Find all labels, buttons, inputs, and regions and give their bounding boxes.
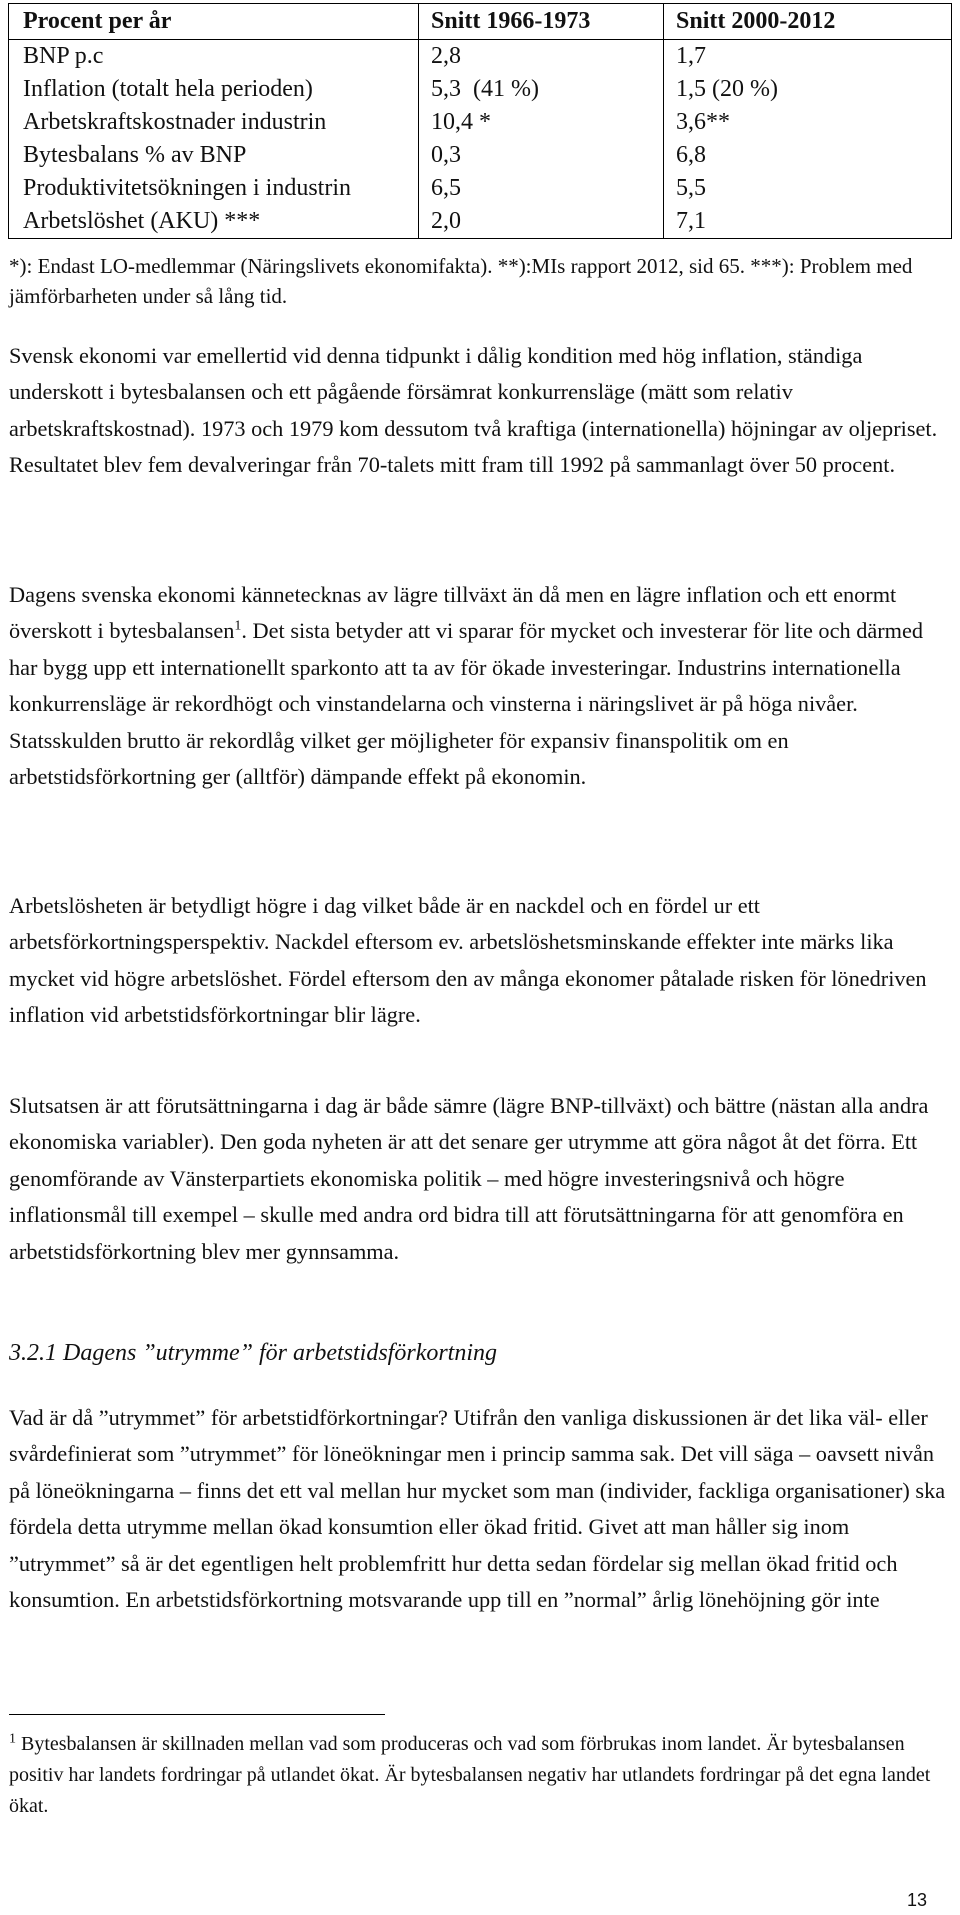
table-cell: 2,0 (419, 205, 664, 239)
table-row (9, 205, 952, 239)
table-cell: Bytesbalans % av BNP (9, 139, 419, 172)
section-heading: 3.2.1 Dagens ”utrymme” för arbetstidsförkortning (9, 1340, 498, 1366)
footnote-number: 1 (9, 1731, 16, 1747)
page-number: 13 (907, 1890, 928, 1910)
footnote-reference: 1 (234, 618, 242, 634)
table-header-cell: Procent per år (9, 4, 419, 40)
footnote-divider (9, 1714, 385, 1715)
table-cell: Inflation (totalt hela perioden) (9, 73, 419, 106)
paragraph-text: Dagens svenska ekonomi kännetecknas av lägre tillväxt än då men en lägre inflation och ett enormt överskott i bytesbalansen (9, 582, 897, 644)
table-cell: 10,4 * (419, 106, 664, 139)
table-header-cell: Snitt 2000-2012 (664, 4, 952, 40)
table-cell: 0,3 (419, 139, 664, 172)
table-cell: 3,6** (664, 106, 952, 139)
table-row (9, 73, 952, 106)
footnote-text: Bytesbalansen är skillnaden mellan vad som produceras och vad som förbrukas inom landet. Är bytesbalansen positiv har landets fordringar på utlandet ökat. Är bytesbalansen negativ har utlandets fordringar på det egna landet ökat. (9, 1733, 931, 1817)
table-cell: 6,5 (419, 172, 664, 205)
paragraph: Vad är då ”utrymmet” för arbetstidförkortningar? Utifrån den vanliga diskussionen är det lika väl- eller svårdefinierat som ”utrymmet” för löneökningar men i princip samma sak. Det vill säga – oavsett nivån på löneökningarna – finns det ett val mellan hur mycket som man (individer, fackliga organisationer) ska fördela detta utrymme mellan ökad konsumtion eller ökad fritid. Givet att man håller sig inom ”utrymmet” så är det egentligen helt problemfritt hur detta sedan fördelar sig mellan ökad fritid och konsumtion. En arbetstidsförkortning motsvarande upp till en ”normal” årlig lönehöjning gör inte (9, 1405, 946, 1613)
paragraph: Slutsatsen är att förutsättningarna i dag är både sämre (lägre BNP-tillväxt) och bättre (nästan alla andra ekonomiska variabler). Den goda nyheten är att det senare ger utrymme att göra något åt det förra. Ett genomförande av Vänsterpartiets ekonomiska politik – med högre investeringsnivå och högre inflationsmål till exempel – skulle med andra ord bidra till att förutsättningarna för att genomföra en arbetstidsförkortning blev mer gynnsamma. (9, 1093, 929, 1264)
table-row (9, 106, 952, 139)
table-cell: Arbetskraftskostnader industrin (9, 106, 419, 139)
table-cell: 2,8 (419, 40, 664, 74)
paragraph: Arbetslösheten är betydligt högre i dag vilket både är en nackdel och en fördel ur ett arbetsförkortningsperspektiv. Nackdel eftersom ev. arbetslöshetsminskande effekter inte märks lika mycket vid högre arbetslöshet. Fördel eftersom den av många ekonomer påtalade risken för lönedriven inflation vid arbetstidsförkortningar blir lägre. (9, 893, 927, 1028)
table-row (9, 40, 952, 74)
table-cell: 1,7 (664, 40, 952, 74)
table-cell: Arbetslöshet (AKU) *** (9, 205, 419, 239)
paragraph (9, 577, 953, 795)
paragraph: Svensk ekonomi var emellertid vid denna tidpunkt i dålig kondition med hög inflation, ständiga underskott i bytesbalansen och ett pågående försämrat konkurrensläge (mätt som relativ arbetskraftskostnad). 1973 och 1979 kom dessutom två kraftiga (internationella) höjningar av oljepriset. Resultatet blev fem devalveringar från 70-talets mitt fram till 1992 på sammanlagt över 50 procent. (9, 343, 938, 478)
table-cell: BNP p.c (9, 40, 419, 74)
table-header-row (9, 4, 952, 40)
table-row (9, 172, 952, 205)
table-cell: 5,5 (664, 172, 952, 205)
table-header-cell: Snitt 1966-1973 (419, 4, 664, 40)
table-cell: Produktivitetsökningen i industrin (9, 172, 419, 205)
statistics-table (8, 3, 952, 239)
table-notes: *): Endast LO-medlemmar (Näringslivets ekonomifakta). **):MIs rapport 2012, sid 65. ***): Problem med jämförbarheten under så lång tid. (9, 254, 913, 308)
paragraph-text: . Det sista betyder att vi sparar för mycket och investerar för lite och därmed har bygg upp ett internationellt sparkonto att ta av för ökade investeringar. Industrins internationella konkurrensläge är rekordhögt och vinstandelarna och vinsterna i näringslivet är på höga nivåer. Statsskulden brutto är rekordlåg vilket ger möjligheter för expansiv finanspolitik om en arbetstidsförkortning ger (alltför) dämpande effekt på ekonomin. (9, 618, 924, 790)
table-row (9, 139, 952, 172)
table-cell: 1,5 (20 %) (664, 73, 952, 106)
footnote (9, 1729, 949, 1822)
table-cell: 5,3 (41 %) (419, 73, 664, 106)
table-cell: 7,1 (664, 205, 952, 239)
table-cell: 6,8 (664, 139, 952, 172)
